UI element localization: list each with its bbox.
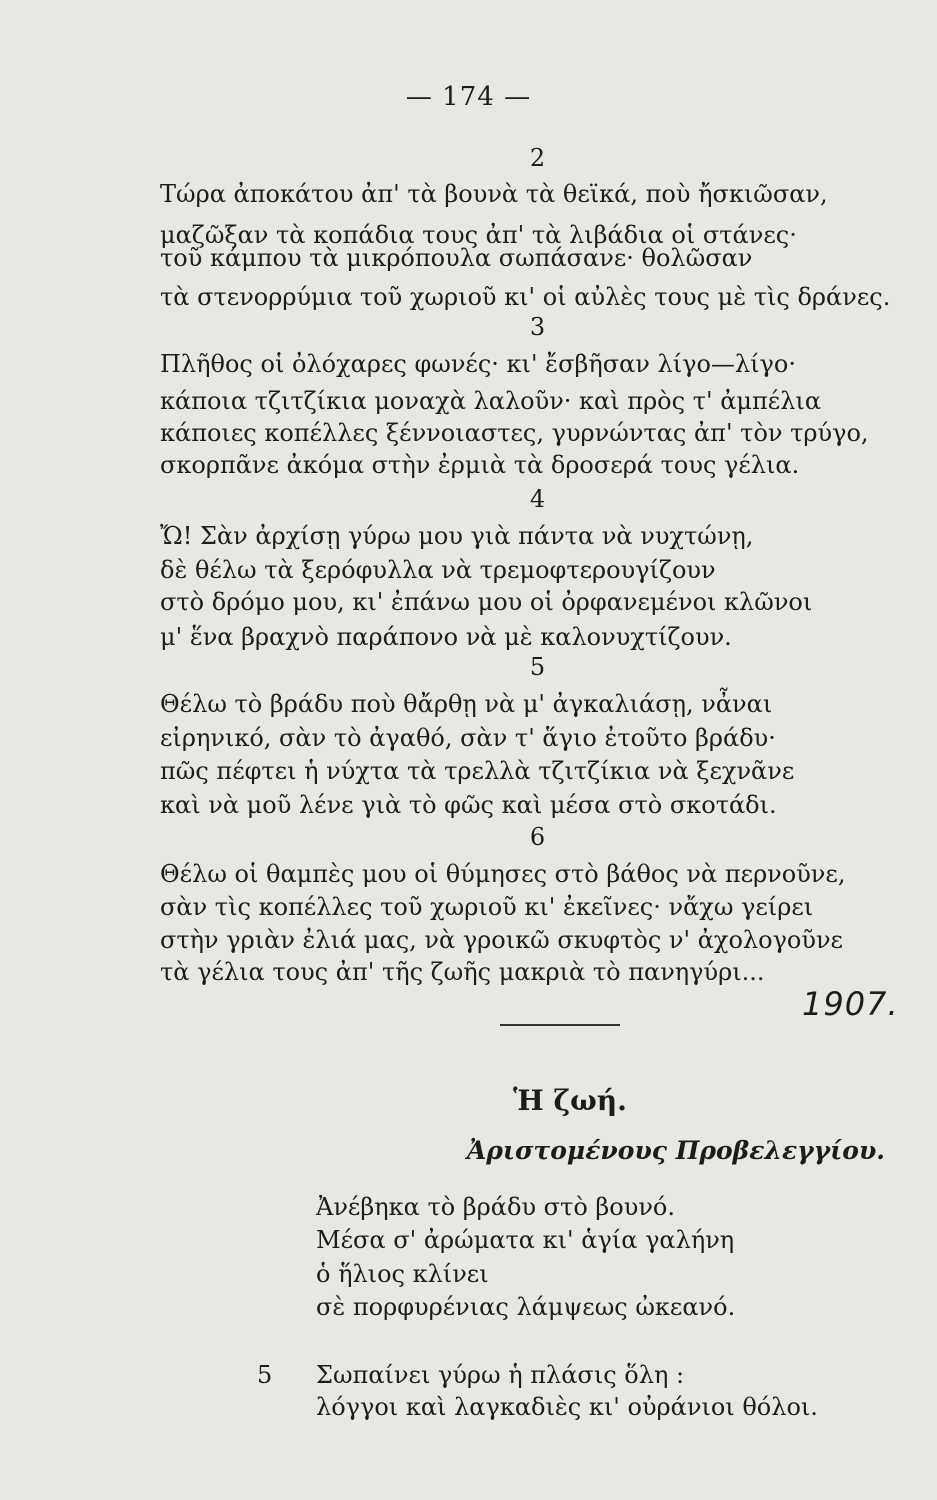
poem-line: τὰ γέλια τους ἀπ' τῆς ζωῆς μακριὰ τὸ πανηγύρι... xyxy=(160,958,765,986)
poem-line: σὲ πορφυρένιας λάμψεως ὠκεανό. xyxy=(316,1293,736,1321)
stanza-number: 4 xyxy=(529,485,546,513)
page-number: — 174 — xyxy=(405,82,532,112)
poem-line: δὲ θέλω τὰ ξερόφυλλα νὰ τρεμοφτερουγίζουν xyxy=(160,556,716,584)
poem-line: στὸ δρόμο μου, κι' ἐπάνω μου οἱ ὀρφανεμένοι κλῶνοι xyxy=(160,588,813,616)
poem-line: Σωπαίνει γύρω ἡ πλάσις ὅλη : xyxy=(316,1361,685,1389)
poem-line: Θέλω τὸ βράδυ ποὺ θἄρθῃ νὰ μ' ἀγκαλιάσῃ, νἆναι xyxy=(160,690,773,718)
poem-line: στὴν γριὰν ἐλιά μας, νὰ γροικῶ σκυφτὸς ν' ἀχολογοῦνε xyxy=(160,926,843,954)
stanza-number: 5 xyxy=(529,653,546,681)
poem-line: ὁ ἥλιος κλίνει xyxy=(316,1260,489,1288)
poem-line: πῶς πέφτει ἡ νύχτα τὰ τρελλὰ τζιτζίκια νὰ ξεχνᾶνε xyxy=(160,757,795,785)
poem-line: μ' ἕνα βραχνὸ παράπονο νὰ μὲ καλονυχτίζουν. xyxy=(160,623,732,651)
poem-line: εἰρηνικό, σὰν τὸ ἀγαθό, σὰν τ' ἅγιο ἐτοῦτο βράδυ· xyxy=(160,724,776,752)
poem-date: 1907. xyxy=(802,985,899,1023)
poem-line: Ἀνέβηκα τὸ βράδυ στὸ βουνό. xyxy=(316,1193,675,1221)
poem-line: κάποια τζιτζίκια μοναχὰ λαλοῦν· καὶ πρὸς τ' ἀμπέλια xyxy=(160,387,822,415)
poem-line: τὰ στενορρύμια τοῦ χωριοῦ κι' οἱ αὐλὲς τους μὲ τὶς δράνες. xyxy=(160,283,891,311)
poem-line: κάποιες κοπέλλες ξέννοιαστες, γυρνώντας ἀπ' τὸν τρύγο, xyxy=(160,419,869,447)
poem-line: σὰν τὶς κοπέλλες τοῦ χωριοῦ κι' ἐκεῖνες· νἄχω γείρει xyxy=(160,893,814,921)
line-number: 5 xyxy=(257,1361,273,1389)
poem-title: Ἡ ζωή. xyxy=(513,1084,627,1117)
section-divider xyxy=(500,1024,620,1026)
poem-line: καὶ νὰ μοῦ λένε γιὰ τὸ φῶς καὶ μέσα στὸ σκοτάδι. xyxy=(160,791,777,819)
poem-line: Θέλω οἱ θαμπὲς μου οἱ θύμησες στὸ βάθος νὰ περνοῦνε, xyxy=(160,860,846,888)
poem-line: μαζῶξαν τὰ κοπάδια τους ἀπ' τὰ λιβάδια οἱ στάνες· xyxy=(160,221,797,249)
poem-line: Τώρα ἀποκάτου ἀπ' τὰ βουνὰ τὰ θεϊκά, ποὺ ἤσκιῶσαν, xyxy=(160,180,828,208)
poem-line: Μέσα σ' ἀρώματα κι' ἁγία γαλήνη xyxy=(316,1226,735,1254)
stanza-number: 2 xyxy=(529,144,546,172)
poem-line: λόγγοι καὶ λαγκαδιὲς κι' οὐράνιοι θόλοι. xyxy=(316,1393,818,1421)
stanza-number: 6 xyxy=(529,823,546,851)
stanza-number: 3 xyxy=(529,313,546,341)
poem-line: Ὤ! Σὰν ἀρχίσῃ γύρω μου γιὰ πάντα νὰ νυχτώνῃ, xyxy=(160,522,754,550)
poem-line: Πλῆθος οἱ ὀλόχαρες φωνές· κι' ἔσβῆσαν λίγο—λίγο· xyxy=(160,350,796,378)
poem-line: σκορπᾶνε ἀκόμα στὴν ἐρμιὰ τὰ δροσερά τους γέλια. xyxy=(160,451,800,479)
poem-line: τοῦ κάμπου τὰ μικρόπουλα σωπάσανε· θολῶσαν xyxy=(160,244,753,272)
poem-author: Ἀριστομένους Προβελεγγίου. xyxy=(466,1136,885,1165)
